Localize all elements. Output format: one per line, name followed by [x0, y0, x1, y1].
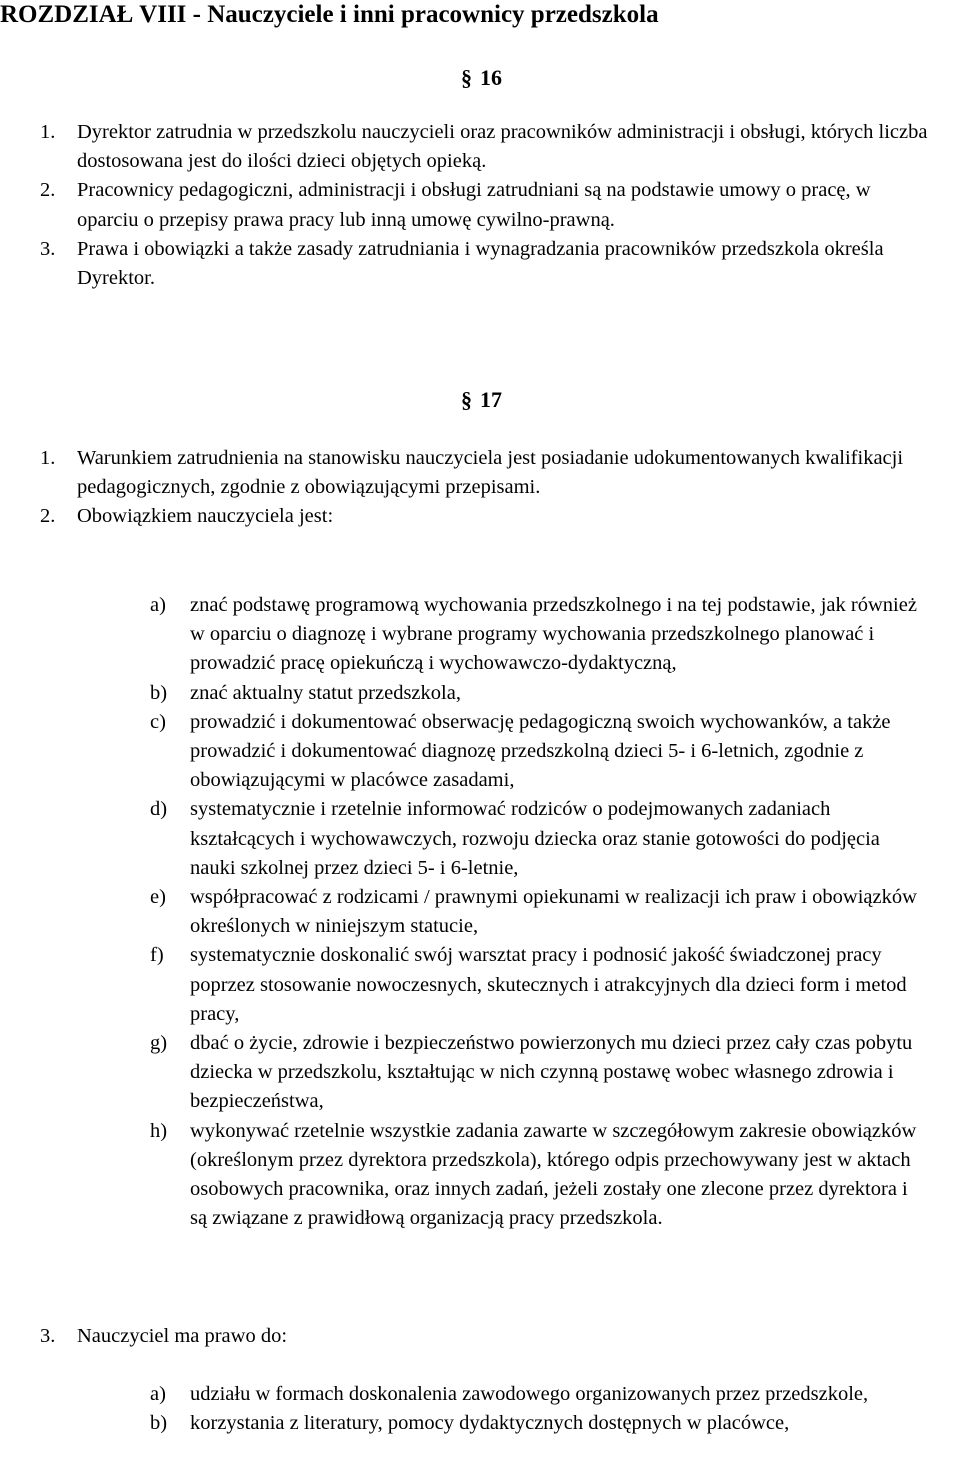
duty-item — [150, 708, 925, 796]
duty-marker: f) — [150, 944, 164, 967]
duty-marker: h) — [150, 1119, 168, 1142]
duty-marker: b) — [150, 681, 168, 704]
section-heading-17 — [461, 386, 502, 414]
duty-item — [150, 941, 925, 1029]
list-item — [0, 1322, 930, 1351]
list-item — [0, 502, 930, 531]
duty-item — [150, 795, 925, 883]
item-marker: 1. — [40, 447, 56, 469]
teacher-rights-list — [150, 1380, 925, 1438]
right-item — [150, 1409, 925, 1438]
item-marker: 3. — [40, 237, 56, 260]
item-text: Dyrektor zatrudnia w przedszkolu nauczycieli oraz pracowników administracji i obsługi, których liczba dostosowana jest do ilości dzieci objętych opieką. — [77, 121, 928, 173]
right-text: korzystania z literatury, pomocy dydaktycznych dostępnych w placówce, — [190, 1412, 790, 1435]
right-marker: b) — [150, 1412, 168, 1435]
duty-marker: d) — [150, 798, 168, 821]
section-number: 16 — [480, 65, 502, 90]
list-item — [0, 118, 930, 176]
duty-marker: c) — [150, 710, 166, 733]
duty-text: systematycznie i rzetelnie informować rodziców o podejmowanych zadaniach kształcących i wychowawczych, rozwoju dziecka oraz stanie gotowości do podjęcia nauki szkolnej przez dzieci 5- i 6-letnie, — [190, 798, 880, 879]
right-text: udziału w formach doskonalenia zawodowego organizowanych przez przedszkole, — [190, 1383, 869, 1405]
duty-text: znać aktualny statut przedszkola, — [190, 681, 461, 704]
section-16-list — [0, 118, 930, 293]
duty-item — [150, 679, 925, 708]
teacher-duties-list — [150, 591, 925, 1233]
item-text: Prawa i obowiązki a także zasady zatrudniania i wynagradzania pracowników przedszkola określa Dyrektor. — [77, 237, 884, 290]
duty-text: współpracować z rodzicami / prawnymi opiekunami w realizacji ich praw i obowiązków określonych w niniejszym statucie, — [190, 886, 917, 938]
duty-marker: e) — [150, 886, 166, 909]
section-number: 17 — [480, 387, 502, 412]
section-17-list — [0, 444, 930, 532]
duty-text: dbać o życie, zdrowie i bezpieczeństwo powierzonych mu dzieci przez cały czas pobytu dziecka w przedszkolu, kształtując w nich czynną postawę wobec własnego zdrowia i bezpieczeństwa, — [190, 1032, 913, 1113]
item-marker: 2. — [40, 505, 56, 528]
duty-item — [150, 591, 925, 679]
section-symbol: § — [461, 387, 472, 412]
duty-text: systematycznie doskonalić swój warsztat pracy i podnosić jakość świadczonej pracy poprzez stosowanie nowoczesnych, skutecznych i atrakcyjnych dla dzieci form i metod pracy, — [190, 944, 907, 1025]
right-item — [150, 1380, 925, 1409]
item-text: Warunkiem zatrudnienia na stanowisku nauczyciela jest posiadanie udokumentowanych kwalifikacji pedagogicznych, zgodnie z obowiązującymi przepisami. — [77, 447, 904, 499]
item-marker: 2. — [40, 179, 56, 202]
section-17-item-3 — [0, 1322, 930, 1351]
item-marker: 3. — [40, 1325, 56, 1347]
duty-text: znać podstawę programową wychowania przedszkolnego i na tej podstawie, jak również w oparciu o diagnozę i wybrane programy wychowania przedszkolnego planować i prowadzić pracę opiekuńczą i wychowawczo-dydaktyczną, — [190, 594, 917, 675]
section-heading-16 — [461, 64, 502, 92]
section-symbol: § — [461, 65, 472, 90]
list-item — [0, 176, 930, 234]
duty-text: prowadzić i dokumentować obserwację pedagogiczną swoich wychowanków, a także prowadzić i dokumentować diagnozę przedszkolną dzieci 5- i 6-letnich, zgodnie z obowiązującymi w placówce zasadami, — [190, 710, 891, 792]
list-item — [0, 235, 930, 293]
duty-item — [150, 883, 925, 941]
page-title: ROZDZIAŁ VIII - Nauczyciele i inni pracownicy przedszkola — [0, 1, 659, 28]
item-text: Nauczyciel ma prawo do: — [77, 1325, 288, 1347]
item-marker: 1. — [40, 121, 56, 143]
duty-marker: a) — [150, 594, 166, 616]
duty-text: wykonywać rzetelnie wszystkie zadania zawarte w szczegółowym zakresie obowiązków (określonym przez dyrektora przedszkola), którego odpis przechowywany jest w aktach osobowych pracownika, oraz innych zadań, jeżeli zostały one zlecone przez dyrektora i są związane z prawidłową organizacją pracy przedszkola. — [190, 1119, 917, 1230]
item-text: Pracownicy pedagogiczni, administracji i obsługi zatrudniani są na podstawie umowy o pracę, w oparciu o przepisy prawa pracy lub inną umowę cywilno-prawną. — [77, 179, 871, 231]
list-item — [0, 444, 930, 502]
duty-item — [150, 1117, 925, 1234]
item-text: Obowiązkiem nauczyciela jest: — [77, 505, 334, 528]
duty-marker: g) — [150, 1032, 168, 1055]
right-marker: a) — [150, 1383, 166, 1405]
duty-item — [150, 1029, 925, 1117]
